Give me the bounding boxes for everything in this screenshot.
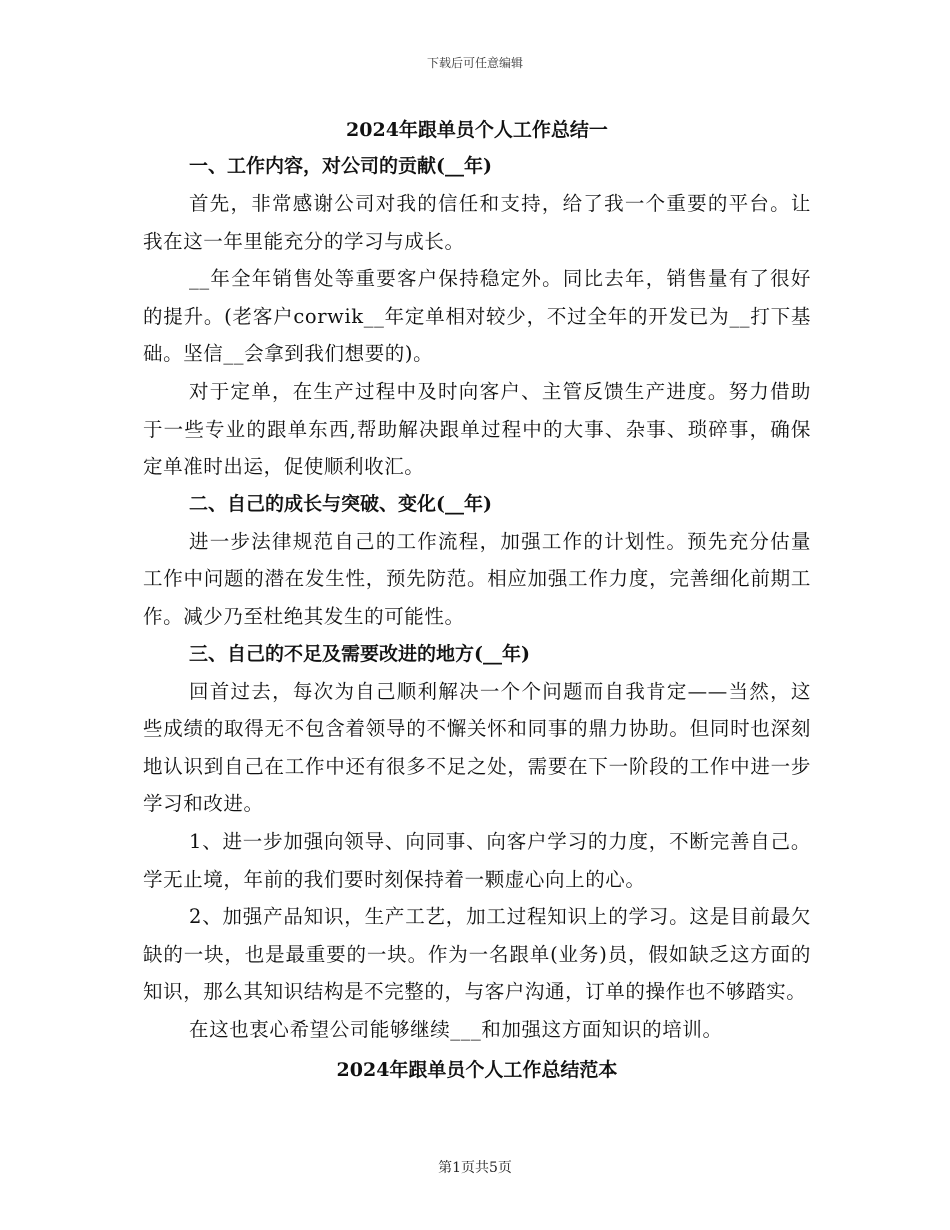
- document-body: [143, 112, 811, 1088]
- page-number: 第1页共5页: [438, 1160, 512, 1176]
- section-heading: 二、自己的成长与突破、变化(__年): [189, 492, 492, 515]
- section-heading: 三、自己的不足及需要改进的地方(__年): [189, 642, 530, 665]
- paragraph: 在这也衷心希望公司能够继续___和加强这方面知识的培训。: [189, 1017, 723, 1041]
- document-title: 2024年跟单员个人工作总结一: [346, 119, 608, 141]
- paragraph: 回首过去，每次为自己顺利解决一个个问题而自我肯定——当然，这些成绩的取得无不包含着领导的不懈关怀和同事的鼎力协助。但同时也深刻地认识到自己在工作中还有很多不足之处，需要在下一阶段的工作中进一步学习和改进。: [143, 679, 811, 816]
- paragraph: 首先，非常感谢公司对我的信任和支持，给了我一个重要的平台。让我在这一年里能充分的学习与成长。: [143, 192, 811, 253]
- paragraph: 2、加强产品知识，生产工艺，加工过程知识上的学习。这是目前最欠缺的一块，也是最重要的一块。作为一名跟单(业务)员，假如缺乏这方面的知识，那么其知识结构是不完整的，与客户沟通，订单的操作也不够踏实。: [143, 905, 811, 1004]
- document-title-2: 2024年跟单员个人工作总结范本: [336, 1059, 618, 1082]
- paragraph: __年全年销售处等重要客户保持稳定外。同比去年，销售量有了很好的提升。(老客户corwik__年定单相对较少，不过全年的开发已为__打下基础。坚信__会拿到我们想要的)。: [143, 267, 811, 366]
- paragraph: 1、进一步加强向领导、向同事、向客户学习的力度，不断完善自己。学无止境，年前的我们要时刻保持着一颗虚心向上的心。: [143, 829, 811, 891]
- section-heading: 一、工作内容，对公司的贡献(__年): [189, 155, 492, 177]
- paragraph: 进一步法律规范自己的工作流程，加强工作的计划性。预先充分估量工作中问题的潜在发生性，预先防范。相应加强工作力度，完善细化前期工作。减少乃至杜绝其发生的可能性。: [143, 529, 811, 628]
- header-note: 下载后可任意编辑: [426, 56, 523, 70]
- paragraph: 对于定单，在生产过程中及时向客户、主管反馈生产进度。努力借助于一些专业的跟单东西,帮助解决跟单过程中的大事、杂事、琐碎事，确保定单准时出运，促使顺利收汇。: [143, 379, 811, 479]
